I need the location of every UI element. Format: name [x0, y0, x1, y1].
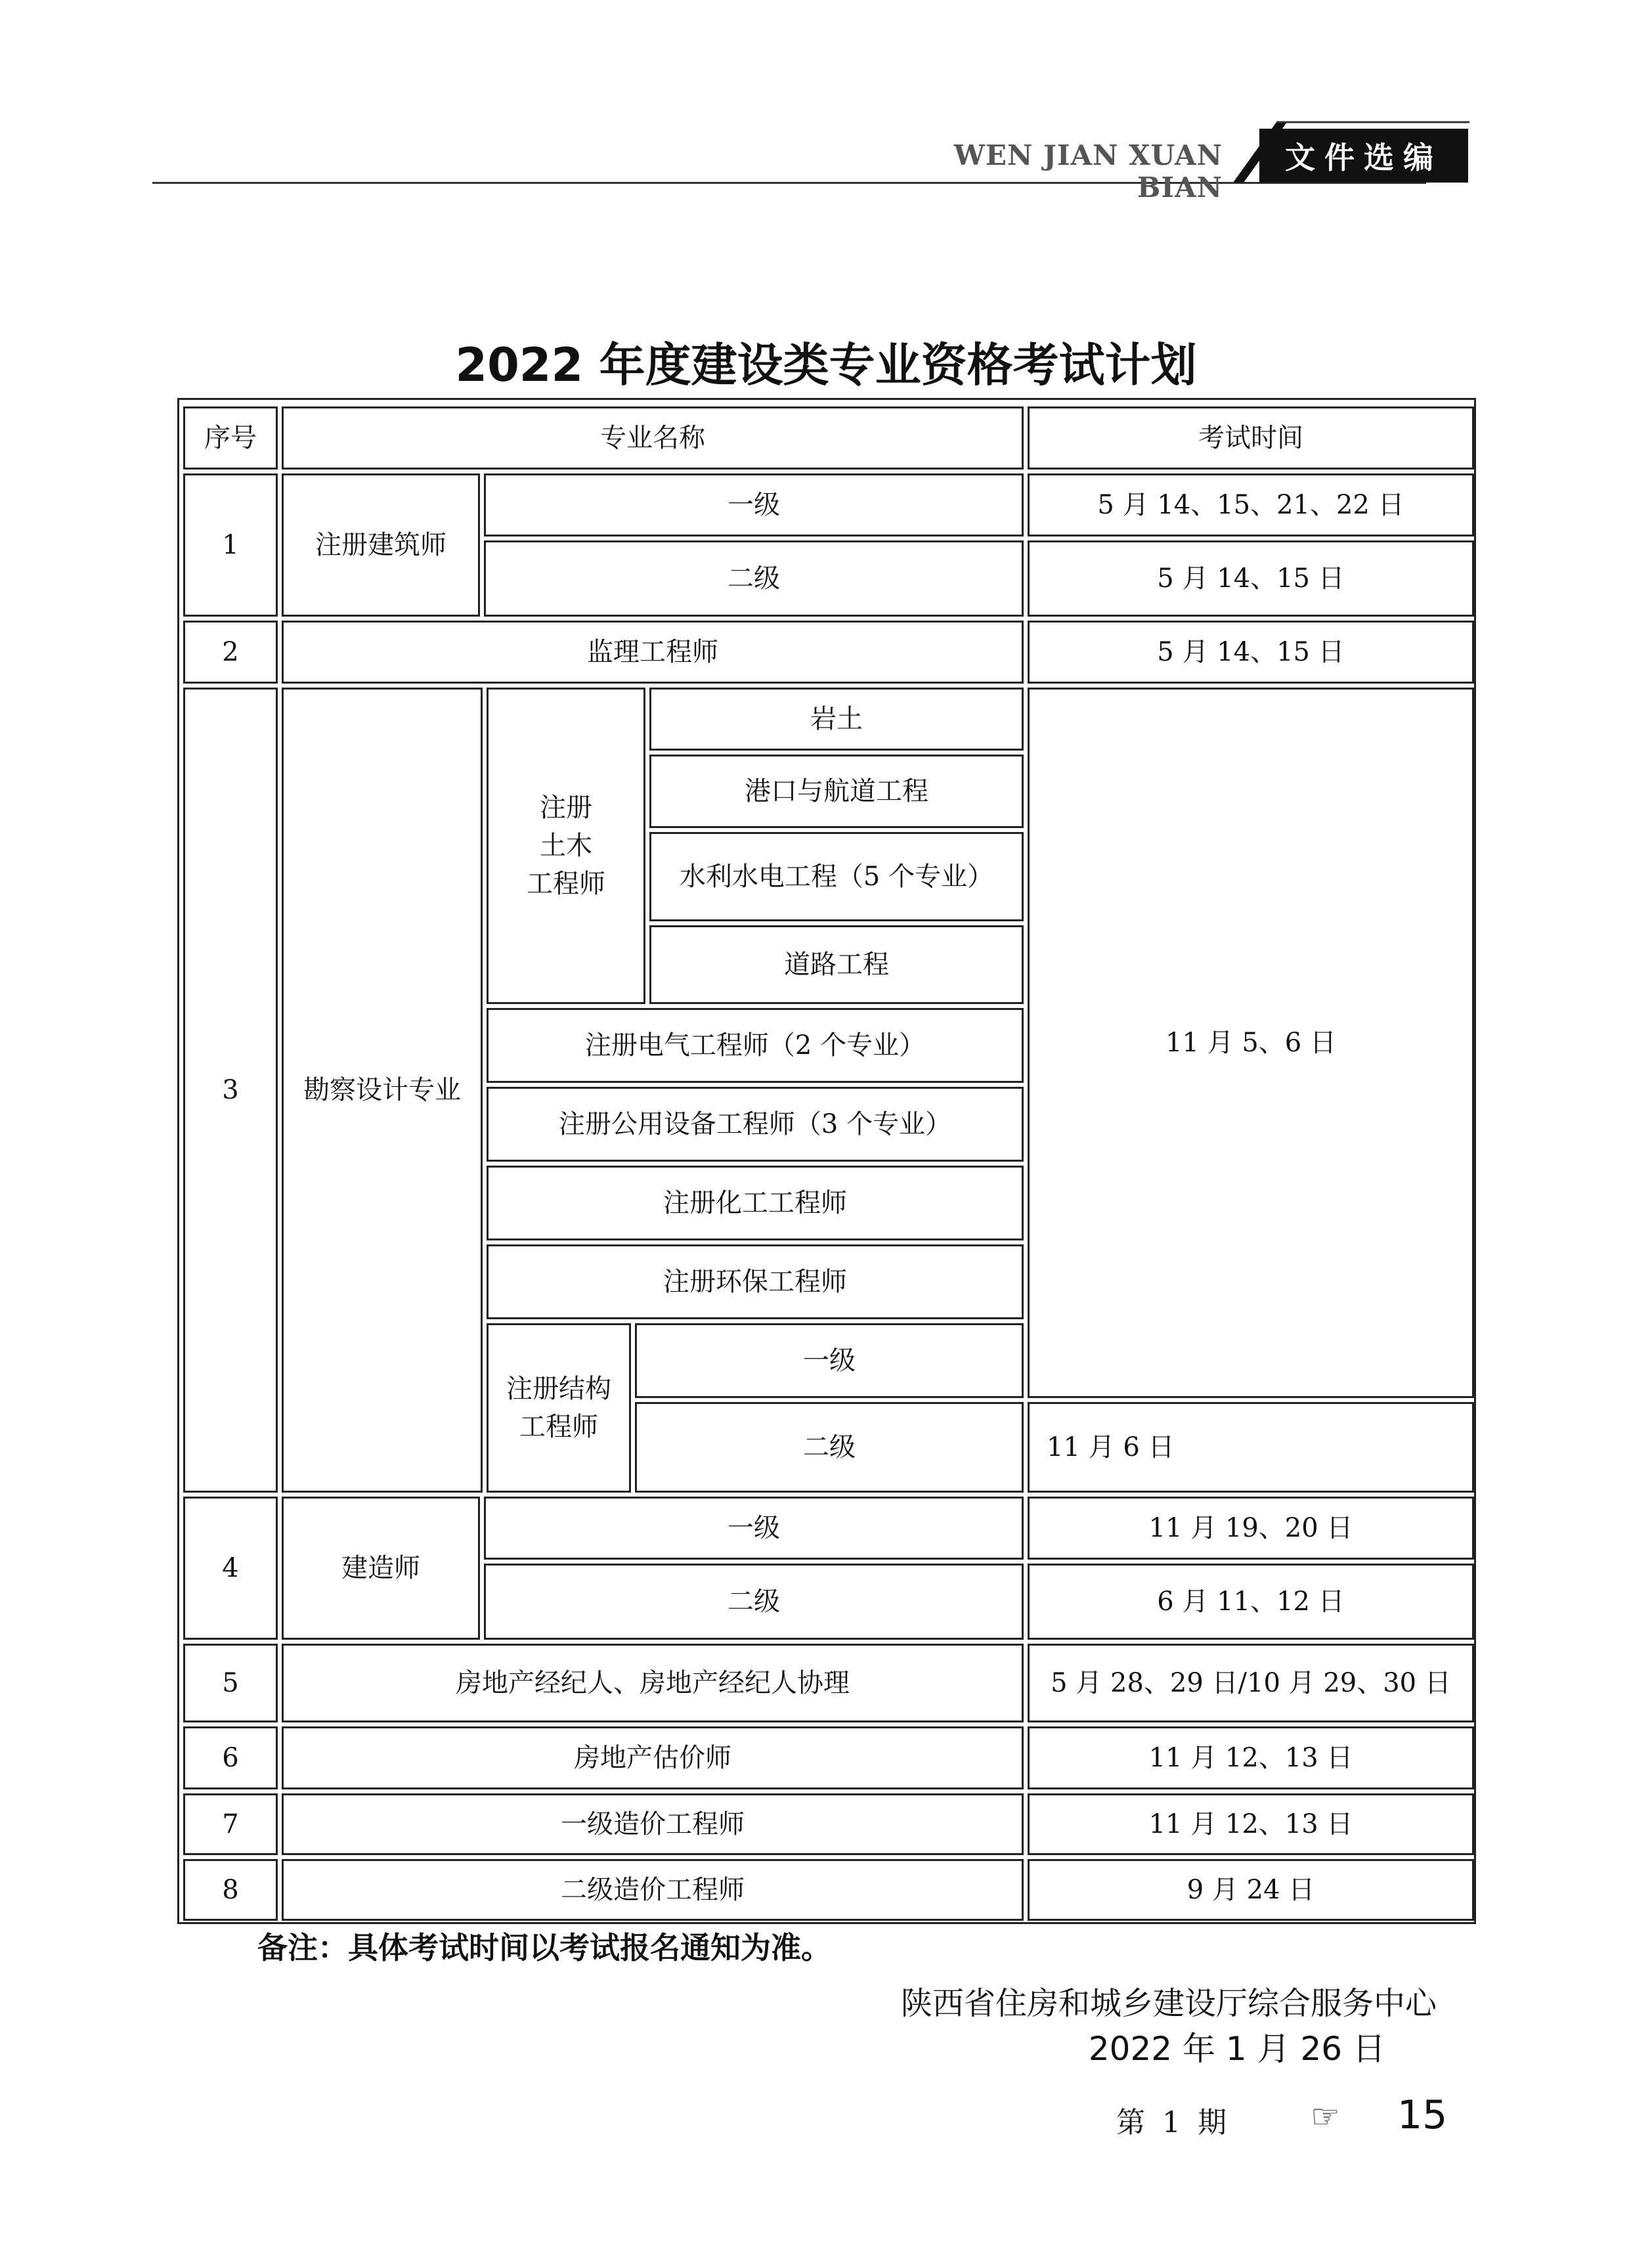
- row7-no: 7: [183, 1793, 278, 1855]
- row3-civil-item: 港口与航道工程: [649, 755, 1024, 828]
- row6-name: 房地产估价师: [282, 1726, 1024, 1789]
- row5-no: 5: [183, 1644, 278, 1722]
- row1-time2: 5 月 14、15 日: [1028, 540, 1474, 617]
- row1-no: 1: [183, 473, 278, 617]
- row2-time: 5 月 14、15 日: [1028, 621, 1474, 684]
- row3-civil-item: 水利水电工程（5 个专业）: [649, 832, 1024, 921]
- row4-time2: 6 月 11、12 日: [1028, 1564, 1474, 1640]
- row7-time: 11 月 12、13 日: [1028, 1793, 1474, 1855]
- row6-no: 6: [183, 1726, 278, 1789]
- header-name: 专业名称: [282, 406, 1024, 470]
- row2-no: 2: [183, 621, 278, 684]
- row3-no: 3: [183, 688, 278, 1493]
- issue-date: 2022 年 1 月 26 日: [1088, 2030, 1385, 2068]
- header-no: 序号: [183, 406, 278, 470]
- header-time: 考试时间: [1028, 406, 1474, 470]
- row1-name: 注册建筑师: [282, 473, 480, 617]
- row4-name: 建造师: [282, 1497, 480, 1640]
- row3-structural-level1: 一级: [635, 1323, 1024, 1398]
- row3-item: 注册化工工程师: [487, 1166, 1024, 1240]
- pointing-hand-icon: ☞: [1311, 2097, 1340, 2136]
- page-title: 2022 年度建设类专业资格考试计划: [455, 338, 1197, 392]
- issuing-organization: 陕西省住房和城乡建设厅综合服务中心: [900, 1985, 1437, 2022]
- row8-time: 9 月 24 日: [1028, 1859, 1474, 1921]
- row3-time-structural-level2: 11 月 6 日: [1028, 1402, 1474, 1493]
- row8-name: 二级造价工程师: [282, 1859, 1024, 1921]
- row1-level2: 二级: [484, 540, 1024, 617]
- row4-level1: 一级: [484, 1497, 1024, 1560]
- row3-civil-item: 岩土: [649, 688, 1024, 751]
- row3-item: 注册电气工程师（2 个专业）: [487, 1008, 1024, 1083]
- header-pinyin: WEN JIAN XUAN BIAN: [953, 139, 1223, 204]
- row3-structural-level2: 二级: [635, 1402, 1024, 1493]
- row3-name: 勘察设计专业: [282, 688, 483, 1493]
- row4-no: 4: [183, 1497, 278, 1640]
- row4-time1: 11 月 19、20 日: [1028, 1497, 1474, 1560]
- page-number: 15: [1397, 2092, 1448, 2138]
- exam-schedule-table: [177, 398, 1476, 1924]
- row3-structural-engineer: 注册结构 工程师: [487, 1323, 631, 1493]
- issue-number: 第 1 期: [1116, 2106, 1230, 2139]
- row7-name: 一级造价工程师: [282, 1793, 1024, 1855]
- row1-level1: 一级: [484, 473, 1024, 537]
- row1-time1: 5 月 14、15、21、22 日: [1028, 473, 1474, 537]
- remark-note: 备注：具体考试时间以考试报名通知为准。: [257, 1930, 831, 1965]
- row3-time-main: 11 月 5、6 日: [1028, 688, 1474, 1398]
- row6-time: 11 月 12、13 日: [1028, 1726, 1474, 1789]
- row8-no: 8: [183, 1859, 278, 1921]
- row4-level2: 二级: [484, 1564, 1024, 1640]
- row2-name: 监理工程师: [282, 621, 1024, 684]
- row3-item: 注册公用设备工程师（3 个专业）: [487, 1087, 1024, 1162]
- header-section-badge: 文件选编: [1259, 129, 1468, 183]
- row3-item: 注册环保工程师: [487, 1244, 1024, 1319]
- row3-civil-engineer: 注册 土木 工程师: [487, 688, 645, 1004]
- row5-name: 房地产经纪人、房地产经纪人协理: [282, 1644, 1024, 1722]
- row3-civil-item: 道路工程: [649, 925, 1024, 1004]
- row5-time: 5 月 28、29 日/10 月 29、30 日: [1028, 1644, 1474, 1722]
